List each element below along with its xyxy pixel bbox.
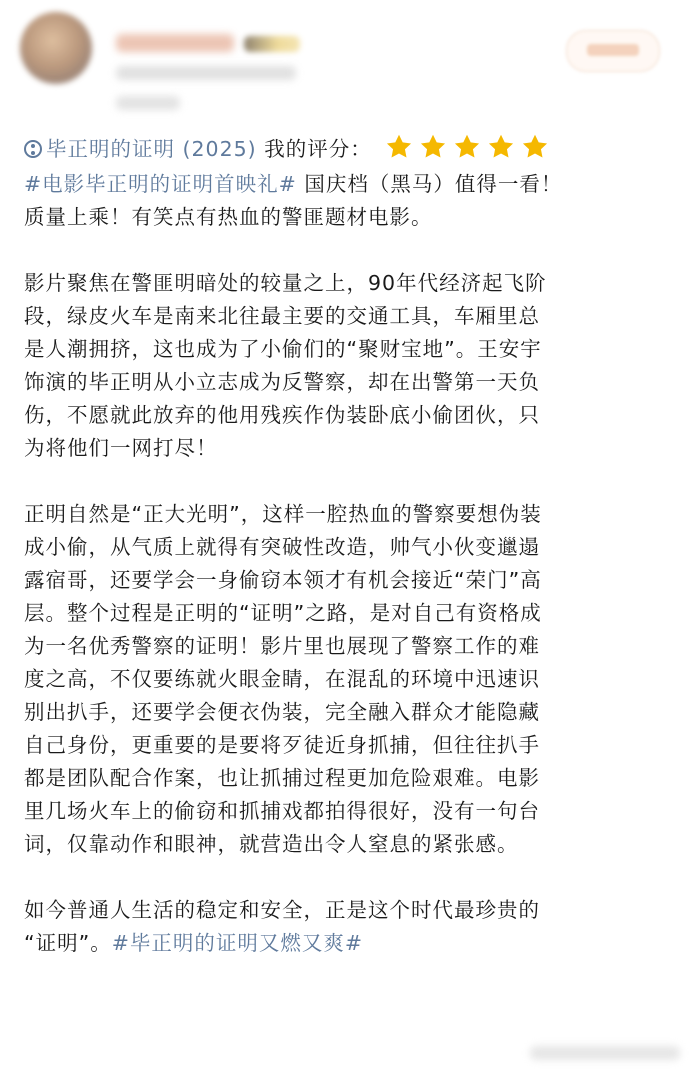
post-body <box>24 130 674 960</box>
intro-text: 国庆档（黑马）值得一看！ <box>296 172 563 196</box>
footer-blurred <box>530 1046 680 1060</box>
paragraph-3-prefix: “证明”。 <box>24 931 112 955</box>
paragraph-1-line: 是人潮拥挤，这也成为了小偷们的“聚财宝地”。王安宇 <box>24 337 542 361</box>
avatar[interactable] <box>20 12 92 84</box>
post-header <box>0 0 690 120</box>
paragraph-2-line: 里几场火车上的偷窃和抓捕戏都拍得很好，没有一句台 <box>24 799 540 823</box>
paragraph-2-line: 成小偷，从气质上就得有突破性改造，帅气小伙变邋遢 <box>24 535 540 559</box>
paragraph-2-line: 层。整个过程是正明的“证明”之路，是对自己有资格成 <box>24 601 542 625</box>
username-blurred[interactable] <box>116 34 234 52</box>
follow-button-blurred[interactable] <box>566 30 660 72</box>
intro-line-1 <box>24 168 674 201</box>
paragraph-gap <box>24 465 674 498</box>
follow-button-label-blurred <box>587 44 639 56</box>
paragraph-3 <box>24 894 674 960</box>
hashtag-burning[interactable]: #毕正明的证明又燃又爽# <box>111 931 364 955</box>
paragraph-1 <box>24 267 674 465</box>
paragraph-2-line: 正明自然是“正大光明”，这样一腔热血的警察要想伪装 <box>24 502 542 526</box>
paragraph-3-line: 如今普通人生活的稳定和安全，正是这个时代最珍贵的 <box>24 898 540 922</box>
paragraph-1-line: 影片聚焦在警匪明暗处的较量之上，90年代经济起飞阶 <box>24 271 547 295</box>
paragraph-1-line: 伤，不愿就此放弃的他用残疾作伪装卧底小偷团伙，只 <box>24 403 540 427</box>
paragraph-2-line: 都是团队配合作案，也让抓捕过程更加危险艰难。电影 <box>24 766 540 790</box>
hashtag-premiere[interactable]: #电影毕正明的证明首映礼# <box>24 172 297 196</box>
paragraph-2 <box>24 498 674 861</box>
star-icon <box>418 132 448 162</box>
rating-label: 我的评分： <box>264 137 372 161</box>
rating-line <box>24 130 674 168</box>
intro-line-2: 质量上乘！有笑点有热血的警匪题材电影。 <box>24 205 433 229</box>
paragraph-1-line: 为将他们一网打尽！ <box>24 436 218 460</box>
paragraph-2-line: 露宿哥，还要学会一身偷窃本领才有机会接近“荣门”高 <box>24 568 542 592</box>
paragraph-3-line-2 <box>24 927 674 960</box>
paragraph-gap <box>24 234 674 267</box>
post-source-blurred <box>116 96 180 110</box>
paragraph-2-line: 度之高，不仅要练就火眼金睛，在混乱的环境中迅速识 <box>24 667 540 691</box>
star-icon <box>452 132 482 162</box>
paragraph-1-line: 段，绿皮火车是南来北往最主要的交通工具，车厢里总 <box>24 304 540 328</box>
star-icon <box>384 132 414 162</box>
star-icon <box>486 132 516 162</box>
star-icon <box>520 132 550 162</box>
movie-icon <box>24 140 42 158</box>
post-meta-blurred <box>116 66 296 80</box>
paragraph-2-line: 别出扒手，还要学会便衣伪装，完全融入群众才能隐藏 <box>24 700 540 724</box>
paragraph-1-line: 饰演的毕正明从小立志成为反警察，却在出警第一天负 <box>24 370 540 394</box>
paragraph-gap <box>24 861 674 894</box>
paragraph-2-line: 为一名优秀警察的证明！影片里也展现了警察工作的难 <box>24 634 540 658</box>
paragraph-2-line: 自己身份，更重要的是要将歹徒近身抓捕，但往往扒手 <box>24 733 540 757</box>
paragraph-2-line: 词，仅靠动作和眼神，就营造出令人窒息的紧张感。 <box>24 832 519 856</box>
member-badge-blurred <box>244 36 300 52</box>
movie-link[interactable]: 毕正明的证明 (2025) <box>46 137 257 161</box>
